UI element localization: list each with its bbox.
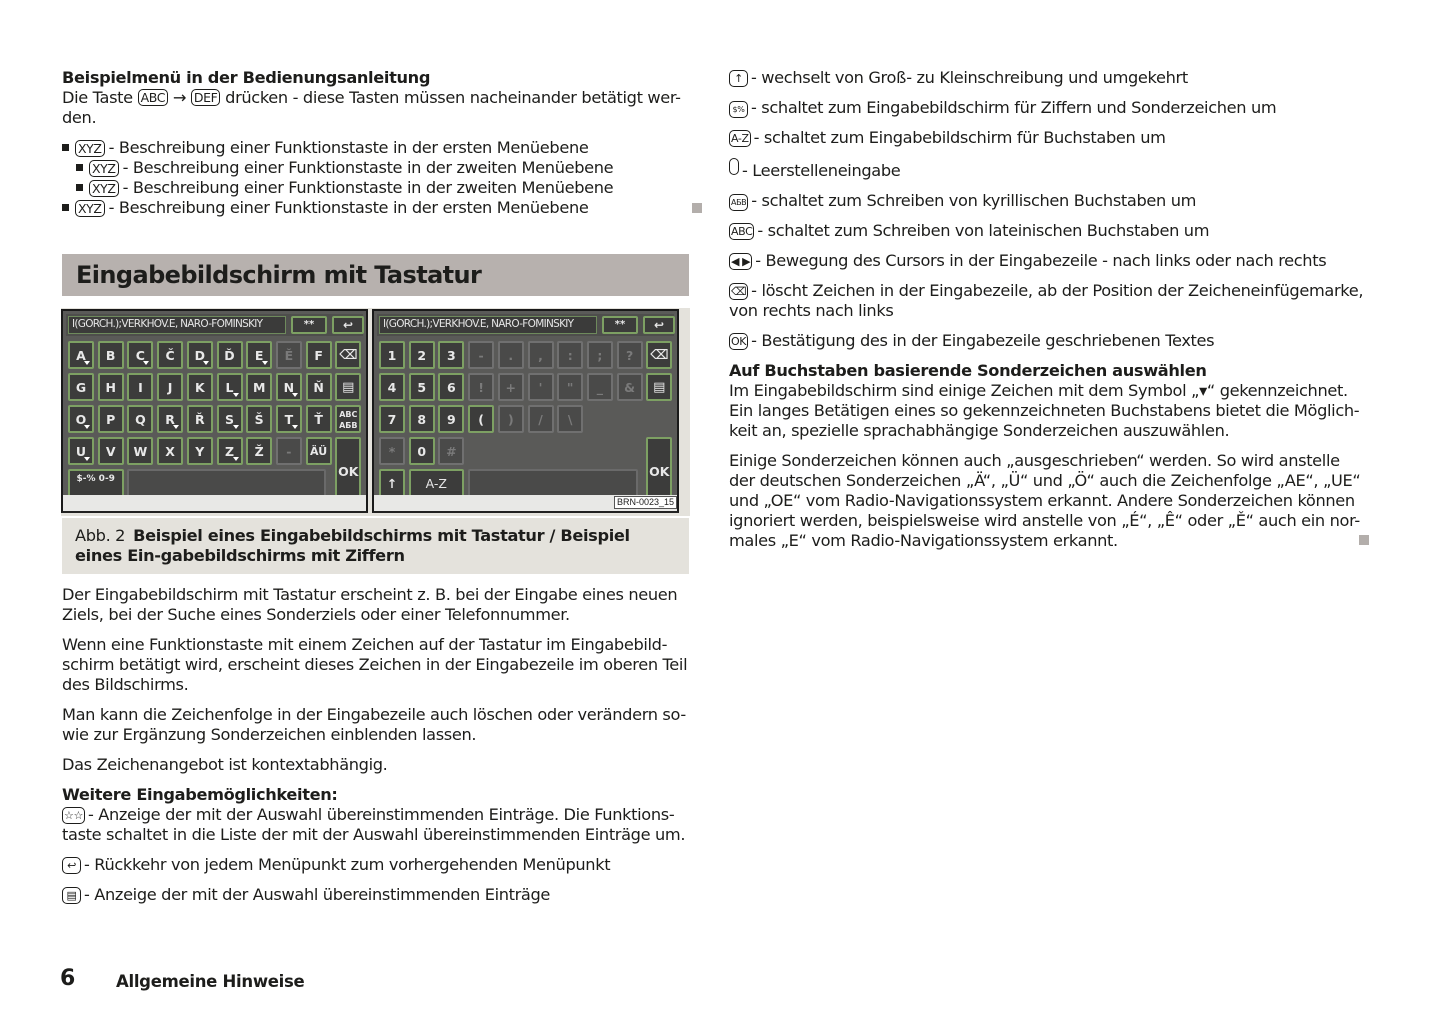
back-key[interactable]: ↩	[332, 316, 364, 334]
letter-key[interactable]: T	[276, 405, 302, 433]
letter-key[interactable]: D	[187, 341, 213, 369]
digit-key: '	[528, 373, 554, 401]
shift-key[interactable]: ↑	[379, 469, 405, 497]
digit-key: ;	[587, 341, 613, 369]
key-abc: ABC	[138, 89, 168, 106]
long-press-marker-icon	[292, 393, 298, 397]
digit-key: _	[587, 373, 613, 401]
further-item	[62, 885, 689, 905]
legend-item	[729, 281, 1369, 321]
long-press-marker-icon	[233, 425, 239, 429]
function-key-label: XYZ	[89, 180, 119, 197]
letter-key[interactable]: O	[68, 405, 94, 433]
screen-status-strip	[374, 495, 677, 511]
favorites-key[interactable]: **	[291, 316, 327, 334]
bullet-square-icon	[62, 204, 69, 211]
letter-key[interactable]: Z	[217, 437, 243, 465]
legend-item	[729, 251, 1369, 271]
list-icon: ▤	[62, 887, 81, 904]
numeric-switch-key[interactable]: $-% 0-9	[68, 469, 124, 497]
bullet-item	[62, 198, 689, 218]
body-paragraph: Wenn eine Funktionstaste mit einem Zeichen auf der Tastatur im Eingabebild-schirm betätigt wird, erscheint dieses Zeichen in der Eingabezeile im oberen Teil des Bildschirms.	[62, 635, 688, 694]
back-icon: ↩	[62, 857, 81, 874]
letter-key[interactable]: S	[217, 405, 243, 433]
delete-icon: ⌫	[731, 285, 747, 298]
end-mark-icon	[1359, 535, 1369, 545]
page-number: 6	[60, 966, 76, 991]
digit-key: &	[617, 373, 643, 401]
long-press-marker-icon	[233, 393, 239, 397]
digit-key: -	[468, 341, 494, 369]
screen-topbar	[66, 314, 363, 336]
chapter-title: Allgemeine Hinweise	[116, 972, 305, 991]
input-line[interactable]: I(GORCH.);VERKHOV.E, NARO-FOMINSKIY	[68, 316, 286, 334]
digit-key: #	[438, 437, 464, 465]
letter-key[interactable]: N	[276, 373, 302, 401]
letter-key[interactable]: I	[127, 373, 153, 401]
long-press-marker-icon	[143, 361, 149, 365]
cyrillic-icon: АБВ	[729, 194, 748, 211]
long-press-marker-icon	[262, 361, 268, 365]
space-icon	[729, 158, 739, 175]
figure-caption	[62, 518, 689, 574]
intro-section	[62, 68, 689, 218]
letter-key[interactable]: Č	[157, 341, 183, 369]
digit-key[interactable]: 1	[379, 341, 405, 369]
digit-key[interactable]: 2	[409, 341, 435, 369]
letter-key[interactable]: X	[157, 437, 183, 465]
long-press-marker-icon	[233, 457, 239, 461]
letter-key[interactable]: Ď	[217, 341, 243, 369]
legend-item	[729, 331, 1369, 351]
digit-key: "	[557, 373, 583, 401]
digit-key[interactable]: 6	[438, 373, 464, 401]
legend-item-text: - schaltet zum Schreiben von kyrillischen Buchstaben um	[751, 191, 1197, 210]
space-key[interactable]	[127, 469, 326, 497]
numeric-switch-icon: $%	[729, 101, 748, 118]
screen-status-strip	[63, 495, 366, 511]
letter-key[interactable]: U	[68, 437, 94, 465]
figure-keyboard-screens	[61, 308, 690, 516]
latin-icon: ABC	[731, 225, 753, 238]
shift-icon: ↑	[729, 70, 748, 87]
further-item	[62, 805, 689, 845]
legend-item-text: - löscht Zeichen in der Eingabezeile, ab der Position der Zeicheneinfügemarke, von rechts nach links	[729, 281, 1364, 320]
long-press-marker-icon	[292, 425, 298, 429]
letter-key[interactable]: P	[98, 405, 124, 433]
digit-key[interactable]: 0	[409, 437, 435, 465]
list-key[interactable]: ▤	[335, 373, 361, 401]
intro-suffix: drücken - diese Tasten müssen nacheinander betätigt wer-den.	[62, 88, 681, 127]
figure-code: BRN-0023_15	[614, 496, 677, 509]
input-line[interactable]: I(GORCH.);VERKHOV.E, NARO-FOMINSKIY	[379, 316, 597, 334]
digit-key: !	[468, 373, 494, 401]
back-key[interactable]: ↩	[643, 316, 675, 334]
legend-item	[729, 128, 1369, 148]
arrow-icon: →	[172, 88, 187, 107]
letter-key[interactable]: Ž	[246, 437, 272, 465]
digit-key[interactable]: 9	[438, 405, 464, 433]
legend-item-text: - schaltet zum Schreiben von lateinischen Buchstaben um	[757, 221, 1210, 240]
legend-item-text: - schaltet zum Eingabebildschirm für Ziffern und Sonderzeichen um	[751, 98, 1277, 117]
legend-item-text: - Bewegung des Cursors in der Eingabezeile - nach links oder nach rechts	[755, 251, 1327, 270]
letter-key[interactable]: Ř	[187, 405, 213, 433]
legend-item-text: - wechselt von Groß- zu Kleinschreibung und umgekehrt	[751, 68, 1188, 87]
letter-key: Ě	[276, 341, 302, 369]
favorites-key[interactable]: **	[602, 316, 638, 334]
letter-key[interactable]: C	[127, 341, 153, 369]
letter-key[interactable]: R	[157, 405, 183, 433]
letter-key[interactable]: V	[98, 437, 124, 465]
az-switch-icon: A-Z	[731, 132, 749, 145]
legend-item	[729, 191, 1369, 211]
digit-key: *	[379, 437, 405, 465]
intro-prefix: Die Taste	[62, 88, 133, 107]
bullet-square-icon	[76, 164, 83, 171]
ok-icon: OK	[731, 335, 747, 348]
caption-label: Abb. 2	[75, 526, 126, 545]
long-press-marker-icon	[173, 425, 179, 429]
bullet-list	[62, 138, 689, 218]
body-paragraph: Das Zeichenangebot ist kontextabhängig.	[62, 755, 388, 774]
bullet-square-icon	[76, 184, 83, 191]
digit-key: :	[557, 341, 583, 369]
intro-paragraph	[62, 88, 689, 128]
letter-key[interactable]: E	[246, 341, 272, 369]
digit-key: .	[498, 341, 524, 369]
end-mark-icon	[692, 203, 702, 213]
legend-item-text: - Leerstelleneingabe	[742, 161, 901, 180]
legend-item	[729, 68, 1369, 88]
long-press-marker-icon	[84, 425, 90, 429]
bullet-square-icon	[62, 144, 69, 151]
letter-key[interactable]: B	[98, 341, 124, 369]
key-def: DEF	[191, 89, 221, 106]
letter-key[interactable]: Ň	[306, 373, 332, 401]
digit-key: /	[528, 405, 554, 433]
bullet-text: - Beschreibung einer Funktionstaste in der zweiten Menüebene	[122, 178, 614, 197]
letter-key[interactable]: K	[187, 373, 213, 401]
body-paragraphs	[62, 585, 689, 775]
digit-key: ,	[528, 341, 554, 369]
list-key[interactable]: ▤	[646, 373, 672, 401]
caption-text: Beispiel eines Eingabebildschirms mit Tastatur / Beispiel eines Ein-gabebildschirms mit Ziffern	[75, 526, 630, 565]
cyrillic-key[interactable]: ABC АБВ	[335, 405, 361, 433]
further-item-text: - Anzeige der mit der Auswahl übereinstimmenden Einträge	[84, 885, 551, 904]
delete-key[interactable]: ⌫	[335, 341, 361, 369]
key-legend-list	[729, 68, 1369, 351]
function-key-label: XYZ	[75, 200, 105, 217]
section-title: Eingabebildschirm mit Tastatur	[62, 254, 689, 296]
letter-key[interactable]: Ť	[306, 405, 332, 433]
legend-item-text: - Bestätigung des in der Eingabezeile geschriebenen Textes	[751, 331, 1215, 350]
function-key-label: XYZ	[75, 140, 105, 157]
bullet-text: - Beschreibung einer Funktionstaste in der ersten Menüebene	[108, 198, 589, 217]
bullet-item	[62, 158, 689, 178]
special-paragraph-1: Im Eingabebildschirm sind einige Zeichen mit dem Symbol „▾“ gekennzeichnet. Ein langes Betätigen eines so gekennzeichneten Buchstabens bietet die Möglich-keit an, spezielle sprachabhängige Sonderzeichen auszuwählen.	[729, 381, 1360, 440]
letter-key[interactable]: Š	[246, 405, 272, 433]
legend-item-text: - schaltet zum Eingabebildschirm für Buchstaben um	[753, 128, 1166, 147]
letter-key[interactable]: Y	[187, 437, 213, 465]
intro-heading: Beispielmenü in der Bedienungsanleitung	[62, 68, 431, 87]
further-list	[62, 805, 689, 905]
bullet-text: - Beschreibung einer Funktionstaste in der ersten Menüebene	[108, 138, 589, 157]
letter-key[interactable]: Q	[127, 405, 153, 433]
ok-key[interactable]: OK	[646, 437, 672, 497]
further-item-text: - Rückkehr von jedem Menüpunkt zum vorhergehenden Menüpunkt	[84, 855, 611, 874]
letter-key[interactable]: H	[98, 373, 124, 401]
digit-key[interactable]: 5	[409, 373, 435, 401]
digit-key[interactable]: 8	[409, 405, 435, 433]
long-press-marker-icon	[203, 361, 209, 365]
special-heading: Auf Buchstaben basierende Sonderzeichen auswählen	[729, 361, 1207, 380]
legend-item	[729, 98, 1369, 118]
letter-key: -	[276, 437, 302, 465]
further-item-text: - Anzeige der mit der Auswahl übereinstimmenden Einträge. Die Funktions-taste schaltet in die Liste der mit der Auswahl übereinstimmenden Einträge um.	[62, 805, 686, 844]
digits-screen	[372, 309, 679, 513]
bullet-text: - Beschreibung einer Funktionstaste in der zweiten Menüebene	[122, 158, 614, 177]
cursor-arrows-icon: ◀ ▶	[731, 255, 751, 268]
body-paragraph: Man kann die Zeichenfolge in der Eingabezeile auch löschen oder verändern so-wie zur Ergänzung Sonderzeichen einblenden lassen.	[62, 705, 686, 744]
digit-key[interactable]: (	[468, 405, 494, 433]
digit-key: ?	[617, 341, 643, 369]
digit-key: +	[498, 373, 524, 401]
space-key[interactable]	[468, 469, 638, 497]
long-press-marker-icon	[84, 457, 90, 461]
body-left	[62, 585, 689, 915]
right-column	[729, 68, 1369, 551]
letter-key[interactable]: M	[246, 373, 272, 401]
delete-key[interactable]: ⌫	[646, 341, 672, 369]
special-paragraph-2: Einige Sonderzeichen können auch „ausgeschrieben“ werden. So wird anstelle der deutschen Sonderzeichen „Ä“, „Ü“ und „Ö“ auch die Zeichenfolge „AE“, „UE“ und „OE“ vom Radio-Navigationssystem erkannt. Andere Sonderzeichen können ignoriert werden, beispielsweise wird anstelle von „É“, „Ê“ oder „Ě“ auch ein nor-males „E“ vom Radio-Navigationssystem erkannt.	[729, 451, 1361, 550]
digit-key[interactable]: 4	[379, 373, 405, 401]
ok-key[interactable]: OK	[335, 437, 361, 497]
digit-key[interactable]: 7	[379, 405, 405, 433]
az-key[interactable]: A-Z	[409, 469, 465, 497]
letter-key[interactable]: A	[68, 341, 94, 369]
screen-topbar	[377, 314, 674, 336]
long-press-marker-icon	[84, 361, 90, 365]
legend-item	[729, 221, 1369, 241]
favorites-icon: ☆☆	[64, 809, 83, 822]
letter-key[interactable]: F	[306, 341, 332, 369]
bullet-item	[62, 178, 689, 198]
further-item	[62, 855, 689, 875]
bullet-item	[62, 138, 689, 158]
function-key-label: XYZ	[89, 160, 119, 177]
letter-key[interactable]: G	[68, 373, 94, 401]
letter-key[interactable]: ÄÜ	[306, 437, 332, 465]
digit-key[interactable]: 3	[438, 341, 464, 369]
digit-key: )	[498, 405, 524, 433]
letter-key[interactable]: L	[217, 373, 243, 401]
letter-key[interactable]: W	[127, 437, 153, 465]
body-paragraph: Der Eingabebildschirm mit Tastatur erscheint z. B. bei der Eingabe eines neuen Ziels, bei der Suche eines Sonderziels oder einer Telefonnummer.	[62, 585, 678, 624]
legend-item	[729, 158, 1369, 181]
letter-key[interactable]: J	[157, 373, 183, 401]
letters-screen	[61, 309, 368, 513]
digit-key: \	[557, 405, 583, 433]
further-heading: Weitere Eingabemöglichkeiten:	[62, 785, 338, 804]
